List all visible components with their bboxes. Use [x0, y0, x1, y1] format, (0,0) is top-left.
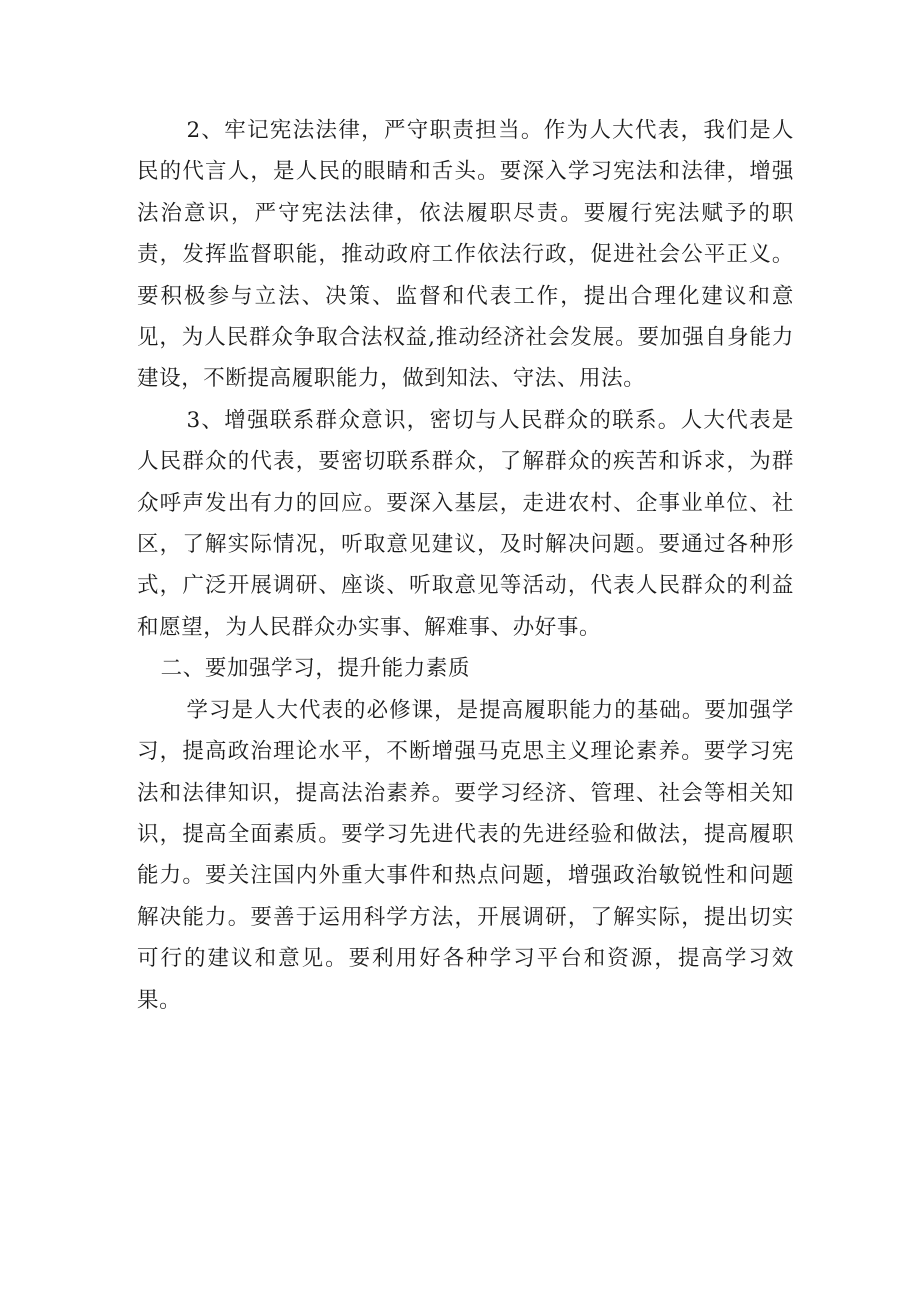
paragraph-contact-masses: 3、增强联系群众意识，密切与人民群众的联系。人大代表是人民群众的代表，要密切联系群众，了解群众的疾苦和诉求，为群众呼声发出有力的回应。要深入基层，走进农村、企事业单位、社区，了解实际情况，听取意见建议，及时解决问题。要通过各种形式，广泛开展调研、座谈、听取意见等活动，代表人民群众的利益和愿望，为人民群众办实事、解难事、办好事。	[137, 407, 794, 640]
section-heading-study: 二、要加强学习，提升能力素质	[160, 656, 471, 682]
paragraph-constitution-law: 2、牢记宪法法律，严守职责担当。作为人大代表，我们是人民的代言人，是人民的眼睛和舌头。要深入学习宪法和法律，增强法治意识，严守宪法法律，依法履职尽责。要履行宪法赋予的职责，发挥监督职能，推动政府工作依法行政，促进社会公平正义。要积极参与立法、决策、监督和代表工作，提出合理化建议和意见，为人民群众争取合法权益,推动经济社会发展。要加强自身能力建设，不断提高履职能力，做到知法、守法、用法。	[137, 118, 794, 392]
paragraph-study: 学习是人大代表的必修课，是提高履职能力的基础。要加强学习，提高政治理论水平，不断增强马克思主义理论素养。要学习宪法和法律知识，提高法治素养。要学习经济、管理、社会等相关知识，提高全面素质。要学习先进代表的先进经验和做法，提高履职能力。要关注国内外重大事件和热点问题，增强政治敏锐性和问题解决能力。要善于运用科学方法，开展调研，了解实际，提出切实可行的建议和意见。要利用好各种学习平台和资源，提高学习效果。	[137, 697, 794, 1013]
document-body	[137, 110, 794, 1021]
